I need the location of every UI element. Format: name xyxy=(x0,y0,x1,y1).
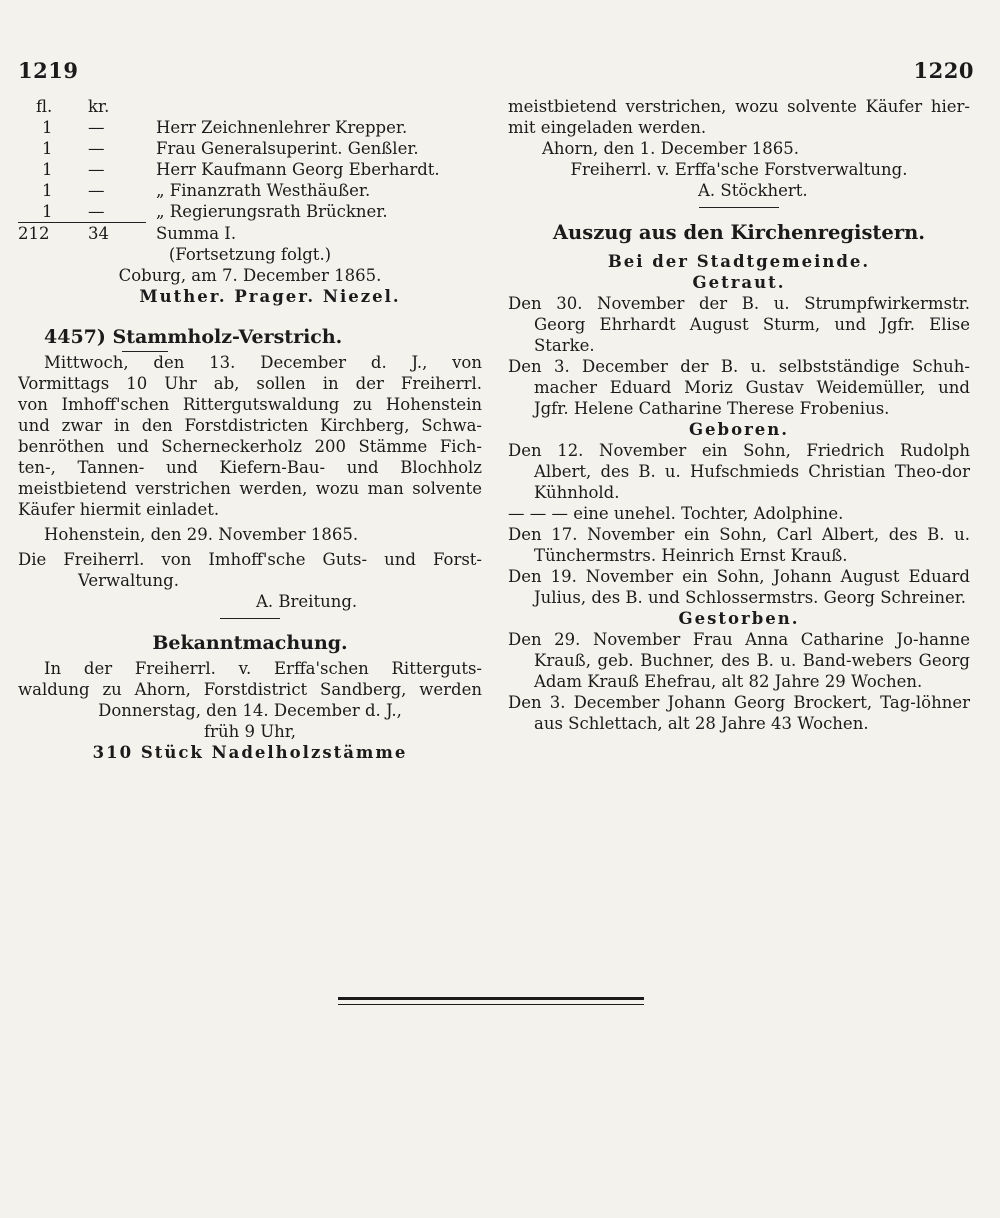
donor-fl: 1 xyxy=(42,181,53,200)
donor-fl: 1 xyxy=(42,139,53,158)
notice-continuation-line: mit eingeladen werden. xyxy=(508,118,707,137)
header-fl: fl. xyxy=(36,97,53,116)
notice-line: von Imhoff'schen Rittergutswaldung zu Hohenstein xyxy=(18,395,482,414)
notice-time: früh 9 Uhr, xyxy=(203,722,297,741)
notice-signer: A. Stöckhert. xyxy=(698,181,808,200)
notice-line: In der Freiherrl. v. Erffa'schen Ritterguts- xyxy=(44,659,482,678)
donor-row xyxy=(18,138,440,159)
donor-fl: 1 xyxy=(42,118,53,137)
separator-rule xyxy=(220,618,280,619)
registry-heading: Auszug aus den Kirchenregistern. xyxy=(552,221,926,244)
notice-line: Mittwoch, den 13. December d. J., von xyxy=(44,353,482,372)
signatures: Muther. Prager. Niezel. xyxy=(139,287,401,306)
header-kr: kr. xyxy=(88,97,110,116)
separator-rule xyxy=(699,207,779,208)
notice-line: Käufer hiermit einladet. xyxy=(18,500,220,519)
section-title: Gestorben. xyxy=(678,609,800,628)
donor-row xyxy=(18,159,440,180)
sum-row xyxy=(18,223,440,245)
registry-subheading: Bei der Stadtgemeinde. xyxy=(607,252,871,271)
donor-name: Herr Kaufmann Georg Eberhardt. xyxy=(156,160,440,179)
donor-list xyxy=(18,96,440,244)
donor-name: „ Finanzrath Westhäußer. xyxy=(156,181,371,200)
notice-authority: Die Freiherrl. von Imhoff'sche Guts- und Forst- xyxy=(18,550,482,569)
donor-name: Herr Zeichnenlehrer Krepper. xyxy=(156,118,408,137)
notice-line: benröthen und Scherneckerholz 200 Stämme Fich- xyxy=(18,437,482,456)
sum-label: Summa I. xyxy=(156,223,237,243)
left-column xyxy=(18,96,482,763)
notice-line: ten-, Tannen- und Kiefern-Bau- und Blochholz xyxy=(18,458,482,477)
registry-entry: Den 3. December der B. u. selbstständige Schuh-macher Eduard Moriz Gustav Weidemüller, und Jgfr. Helene Catharine Therese Frobenius. xyxy=(508,357,970,418)
notice-body xyxy=(18,352,482,520)
notice-item: 310 Stück Nadelholzstämme xyxy=(92,743,408,762)
notice-heading: Bekanntmachung. xyxy=(152,632,348,654)
double-rule xyxy=(338,997,644,1005)
donor-list-header xyxy=(18,96,440,117)
registry-entry: Den 3. December Johann Georg Brockert, Tag-löhner aus Schlettach, alt 28 Jahre 43 Wochen. xyxy=(508,693,970,733)
donor-name: „ Regierungsrath Brückner. xyxy=(156,202,388,221)
notice-line: waldung zu Ahorn, Forstdistrict Sandberg, werden xyxy=(18,680,482,699)
continued-note: (Fortsetzung folgt.) xyxy=(168,245,332,264)
page-number-left: 1219 xyxy=(18,58,79,83)
donor-kr: — xyxy=(88,160,105,179)
registry-entry: Den 30. November der B. u. Strumpfwirkermstr. Georg Ehrhardt August Sturm, und Jgfr. Elise Starke. xyxy=(508,294,970,355)
donor-fl: 1 xyxy=(42,202,53,221)
notice-line: meistbietend verstrichen werden, wozu man solvente xyxy=(18,479,482,498)
donor-row xyxy=(18,117,440,138)
donor-fl: 1 xyxy=(42,160,53,179)
donor-kr: — xyxy=(88,118,105,137)
notice-heading: 4457) Stammholz-Verstrich. xyxy=(44,326,343,348)
donor-kr: — xyxy=(88,181,105,200)
donor-kr: — xyxy=(88,139,105,158)
section-title: Getraut. xyxy=(692,273,786,292)
sum-kr: 34 xyxy=(82,223,146,245)
notice-place-date: Hohenstein, den 29. November 1865. xyxy=(44,525,359,544)
donor-row xyxy=(18,180,440,201)
notice-authority: Freiherrl. v. Erffa'sche Forstverwaltung. xyxy=(570,160,908,179)
right-column xyxy=(508,96,970,734)
registry-entry: Den 17. November ein Sohn, Carl Albert, des B. u. Tünchermstrs. Heinrich Ernst Krauß. xyxy=(508,525,970,565)
donor-kr: — xyxy=(88,202,105,221)
notice-place-date: Ahorn, den 1. December 1865. xyxy=(542,139,800,158)
notice-signer: A. Breitung. xyxy=(256,592,358,611)
registry-entry: Den 29. November Frau Anna Catharine Jo-hanne Krauß, geb. Buchner, des B. u. Band-webers Georg Adam Krauß Ehefrau, alt 82 Jahre 29 Wochen. xyxy=(508,630,970,691)
notice-line: Donnerstag, den 14. December d. J., xyxy=(98,701,402,720)
registry-entry: — — — eine unehel. Tochter, Adolphine. xyxy=(508,504,844,523)
page-number-right: 1220 xyxy=(913,58,974,83)
donor-name: Frau Generalsuperint. Genßler. xyxy=(156,139,419,158)
registry-entry: Den 12. November ein Sohn, Friedrich Rudolph Albert, des B. u. Hufschmieds Christian Theo-dor Kühnhold. xyxy=(508,441,970,502)
notice-authority: Verwaltung. xyxy=(78,571,179,590)
registry-entry: Den 19. November ein Sohn, Johann August Eduard Julius, des B. und Schlossermstrs. Georg Schreiner. xyxy=(508,567,970,607)
donor-row xyxy=(18,201,440,223)
sum-fl: 212 xyxy=(18,223,82,245)
section-title: Geboren. xyxy=(688,420,790,439)
notice-continuation-line: meistbietend verstrichen, wozu solvente Käufer hier- xyxy=(508,97,970,116)
notice-line: Vormittags 10 Uhr ab, sollen in der Freiherrl. xyxy=(18,374,482,393)
notice-line: und zwar in den Forstdistricten Kirchberg, Schwa- xyxy=(18,416,482,435)
place-date: Coburg, am 7. December 1865. xyxy=(118,266,382,285)
